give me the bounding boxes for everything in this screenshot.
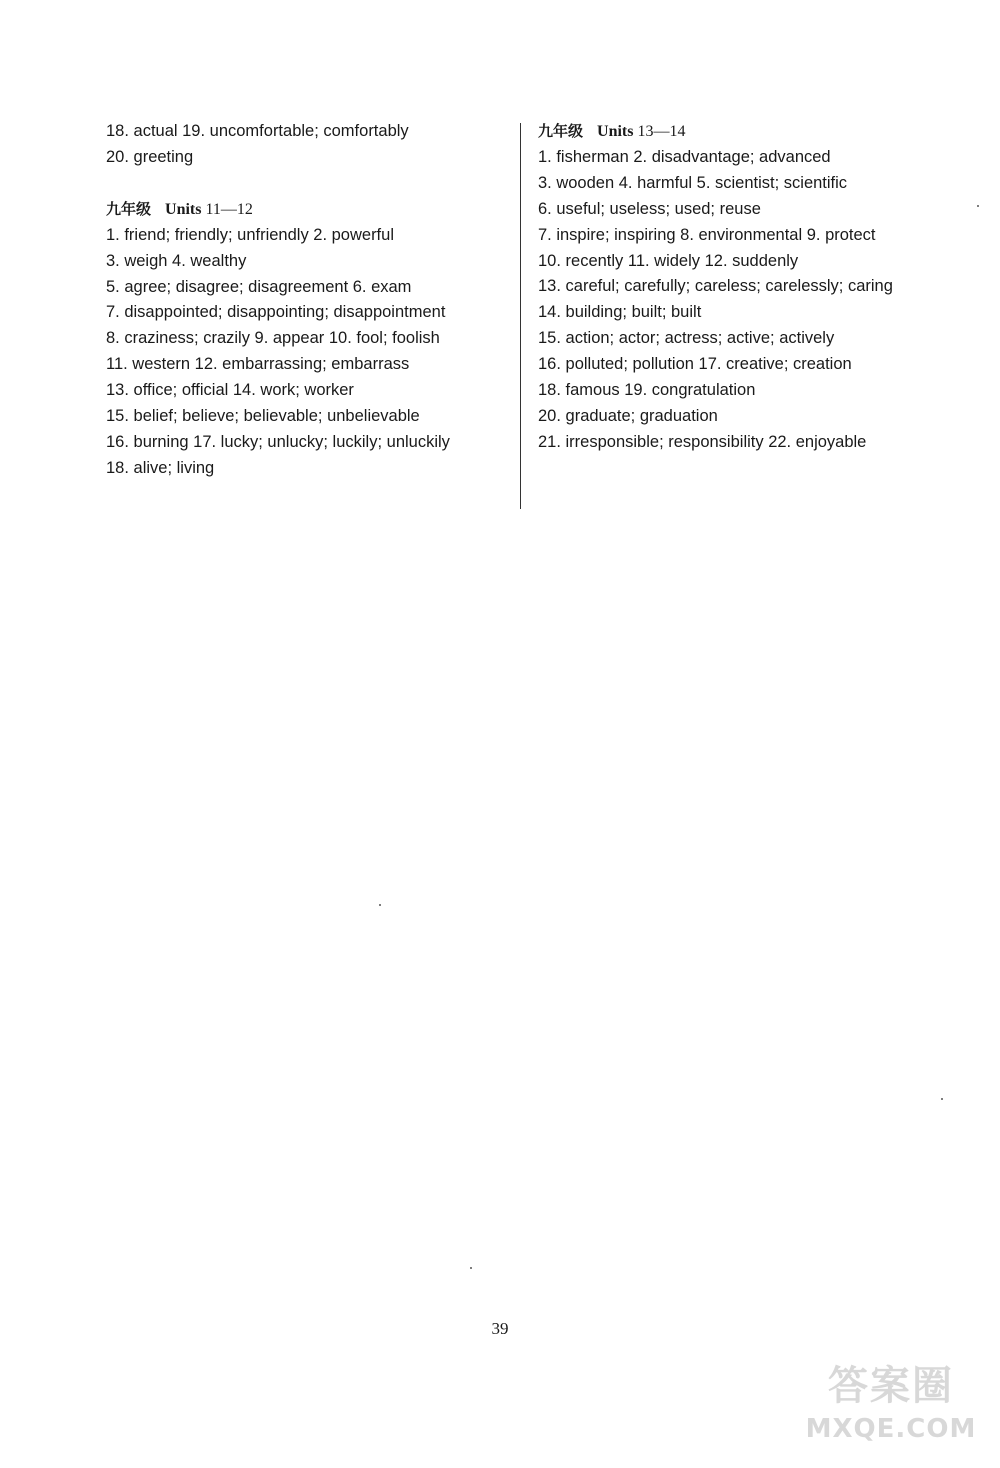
- answer-line: 18. actual 19. uncomfortable; comfortably: [106, 122, 409, 140]
- section-heading: [538, 119, 958, 145]
- units-range: 11—12: [205, 200, 253, 218]
- answer-line: 18. famous 19. congratulation: [538, 381, 756, 400]
- answer-line: 20. graduate; graduation: [538, 406, 718, 425]
- right-column: [538, 119, 958, 456]
- watermark-logo: [796, 1360, 986, 1460]
- scan-speck: [470, 1267, 472, 1269]
- units-range: 13—14: [637, 123, 686, 140]
- watermark-text: 答案圈: [828, 1363, 954, 1409]
- answer-line: 13. careful; carefully; careless; carelessly; caring: [538, 277, 893, 296]
- answer-line: 16. burning 17. lucky; unlucky; luckily; unluckily: [106, 432, 450, 451]
- section-heading: [106, 197, 506, 223]
- answer-line: 8. craziness; crazily 9. appear 10. fool; foolish: [106, 329, 440, 348]
- answer-line: 3. weigh 4. wealthy: [106, 251, 247, 270]
- answer-line: 1. friend; friendly; unfriendly 2. powerful: [106, 225, 394, 244]
- answer-line: 5. agree; disagree; disagreement 6. exam: [106, 277, 412, 296]
- answer-line: 3. wooden 4. harmful 5. scientist; scientific: [538, 173, 848, 192]
- answer-line: 1. fisherman 2. disadvantage; advanced: [538, 147, 831, 166]
- left-column: [106, 119, 506, 482]
- answer-line: 15. belief; believe; believable; unbelievable: [106, 407, 420, 426]
- answer-line: 20. greeting: [106, 147, 194, 166]
- answer-line: 11. western 12. embarrassing; embarrass: [106, 355, 410, 374]
- column-divider: [520, 123, 521, 509]
- grade-label: 九年级: [538, 122, 584, 140]
- spacer: [106, 171, 506, 197]
- answer-line: 14. building; built; built: [538, 303, 702, 322]
- answer-line: 18. alive; living: [106, 458, 215, 477]
- scan-speck: [977, 205, 979, 207]
- answer-line: 6. useful; useless; used; reuse: [538, 199, 761, 218]
- units-label: Units: [165, 200, 202, 218]
- answer-line: 15. action; actor; actress; active; actively: [538, 329, 835, 348]
- scan-speck: [379, 904, 381, 906]
- scan-speck: [941, 1098, 943, 1100]
- answer-line: 16. polluted; pollution 17. creative; creation: [538, 355, 852, 374]
- answer-line: 7. disappointed; disappointing; disappointment: [106, 303, 446, 322]
- grade-label: 九年级: [106, 199, 152, 218]
- units-label: Units: [597, 123, 634, 140]
- answer-line: 7. inspire; inspiring 8. environmental 9. protect: [538, 225, 876, 244]
- answer-line: 13. office; official 14. work; worker: [106, 381, 354, 400]
- answer-line: 10. recently 11. widely 12. suddenly: [538, 251, 799, 270]
- page-number: 39: [491, 1319, 509, 1338]
- watermark-url: MXQE.COM: [805, 1414, 977, 1444]
- answer-line: 21. irresponsible; responsibility 22. enjoyable: [538, 432, 867, 451]
